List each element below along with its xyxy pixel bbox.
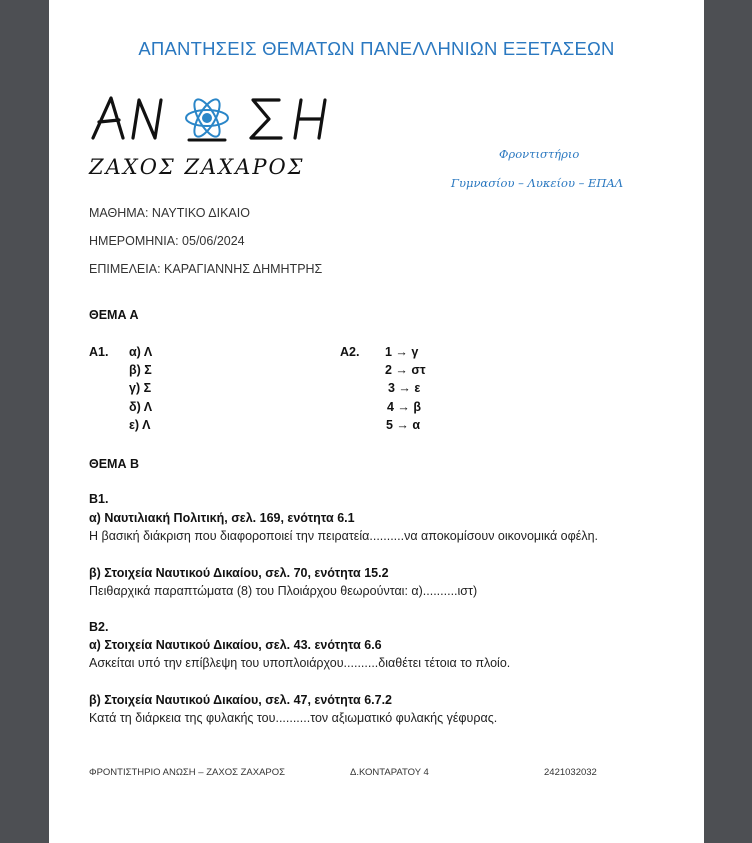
b1-b-title: β) Στοιχεία Ναυτικού Δικαίου, σελ. 70, ενότητα 15.2 xyxy=(89,566,389,580)
b1-label: Β1. xyxy=(89,492,109,506)
b2-label: Β2. xyxy=(89,620,109,634)
b2-b-text: Κατά τη διάρκεια της φυλακής του..........τον αξιωματικό φυλακής γέφυρας. xyxy=(89,711,498,725)
footer-phone: 2421032032 xyxy=(544,767,597,778)
footer-address: Δ.ΚΟΝΤΑΡΑΤΟΥ 4 xyxy=(350,767,429,778)
tagline-line-1: Φροντιστήριο xyxy=(499,147,580,161)
a1-answer: γ) Σ xyxy=(129,381,152,395)
document-page xyxy=(49,0,704,843)
editor-line: ΕΠΙΜΕΛΕΙΑ: ΚΑΡΑΓΙΑΝΝΗΣ ΔΗΜΗΤΡΗΣ xyxy=(89,262,323,276)
section-heading-a: ΘΕΜΑ Α xyxy=(89,308,139,322)
page-title: ΑΠΑΝΤΗΣΕΙΣ ΘΕΜΑΤΩΝ ΠΑΝΕΛΛΗΝΙΩΝ ΕΞΕΤΑΣΕΩΝ xyxy=(138,38,615,59)
b1-a-title: α) Ναυτιλιακή Πολιτική, σελ. 169, ενότητα 6.1 xyxy=(89,511,355,525)
b2-a-title: α) Στοιχεία Ναυτικού Δικαίου, σελ. 43. ενότητα 6.6 xyxy=(89,638,382,652)
b2-b-title: β) Στοιχεία Ναυτικού Δικαίου, σελ. 47, ενότητα 6.7.2 xyxy=(89,693,392,707)
b1-b-text: Πειθαρχικά παραπτώματα (8) του Πλοιάρχου θεωρούνται: α)..........ιστ) xyxy=(89,584,478,598)
a2-label: Α2. xyxy=(340,345,360,359)
section-heading-b: ΘΕΜΑ Β xyxy=(89,457,139,471)
a2-answer: 1 → γ xyxy=(385,345,419,359)
b1-a-text: Η βασική διάκριση που διαφοροποιεί την πειρατεία..........να αποκομίσουν οικονομικά οφέλη. xyxy=(89,529,598,543)
a2-answer: 5 → α xyxy=(386,418,421,432)
a1-label: Α1. xyxy=(89,345,109,359)
date-line: ΗΜΕΡΟΜΗΝΙΑ: 05/06/2024 xyxy=(89,234,245,248)
a1-answer: ε) Λ xyxy=(129,418,151,432)
subject-line: ΜΑΘΗΜΑ: ΝΑΥΤΙΚΟ ΔΙΚΑΙΟ xyxy=(89,206,250,220)
logo-subtitle: ΖΑΧΟΣ ΖΑΧΑΡΟΣ xyxy=(89,155,305,179)
footer-name: ΦΡΟΝΤΙΣΤΗΡΙΟ ΑΝΩΣΗ – ΖΑΧΟΣ ΖΑΧΑΡΟΣ xyxy=(89,767,286,778)
a1-answer: α) Λ xyxy=(129,345,153,359)
a2-answer: 3 → ε xyxy=(388,381,421,395)
b2-a-text: Ασκείται υπό την επίβλεψη του υποπλοιάρχου..........διαθέτει τέτοια το πλοίο. xyxy=(89,656,511,670)
a1-answer: δ) Λ xyxy=(129,400,153,414)
tagline-line-2: Γυμνασίου – Λυκείου – ΕΠΑΛ xyxy=(451,176,624,190)
a2-answer: 2 → στ xyxy=(385,363,426,377)
a1-answer: β) Σ xyxy=(129,363,152,377)
a2-answer: 4 → β xyxy=(387,400,422,414)
